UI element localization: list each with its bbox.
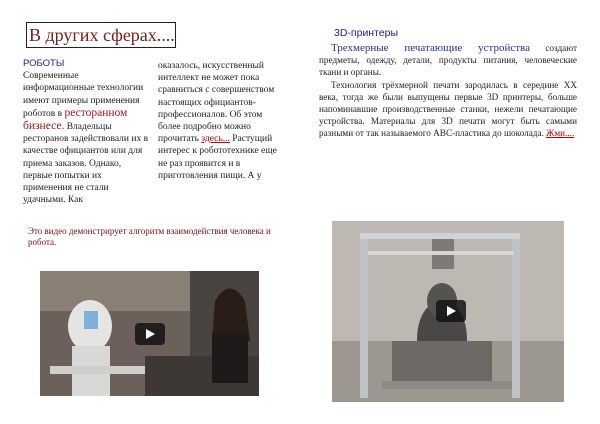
col2-text-2: Растущий интерес к робототехнике еще не раз проявится и в приготовления пищи. А у: [158, 134, 277, 181]
robot-waiter-video[interactable]: [40, 271, 259, 396]
p1-text: создают предметы, одежду, детали, продукты питания, человеческие ткани и органы.: [319, 43, 577, 78]
press-link[interactable]: Жми....: [546, 128, 575, 139]
video-caption: Это видео демонстрирует алгоритм взаимодействия человека и робота.: [28, 226, 271, 247]
left-column-1: [23, 58, 151, 206]
read-more-link[interactable]: здесь...: [201, 134, 230, 145]
play-button[interactable]: [135, 323, 165, 345]
3d-printer-video[interactable]: [332, 221, 564, 402]
section-title: В других сферах....: [26, 22, 176, 48]
printers-paragraph-1: [319, 42, 577, 79]
col2-text-1: оказалось, искусственный интеллект не может пока сравниться с совершенством настоящих официантов-профессионалов. Об этом более подробно можно прочитать: [158, 61, 275, 145]
printers-highlight: Трехмерные печатающие устройства: [331, 42, 530, 54]
robots-heading: РОБОТЫ: [23, 58, 65, 69]
p2-text: Технология трёхмерной печати зародилась в середине XX века, тогда же были выпущены первые 3D принтеры, больше напоминавшие производственные станки, нежели печатающие устройства. Материалы для 3D печати могут быть самыми разными от так называемого АВС-пластика до шоколада.: [319, 79, 577, 139]
play-button[interactable]: [436, 300, 466, 322]
printers-text: [319, 42, 577, 140]
left-column-2: [158, 60, 280, 182]
restaurant-highlight: ресторанном бизнесе.: [23, 106, 128, 133]
printers-heading: 3D-принтеры: [334, 27, 399, 39]
col1-text-2: Владельцы ресторанов задействовали их в качестве официантов или для приема заказов. Однако, первые попытки их применения не стали удачными. Как: [23, 122, 149, 206]
printers-paragraph-2: [319, 79, 577, 140]
col1-text-1: Современные информационные технологии имеют примеры применения роботов в: [23, 71, 144, 119]
